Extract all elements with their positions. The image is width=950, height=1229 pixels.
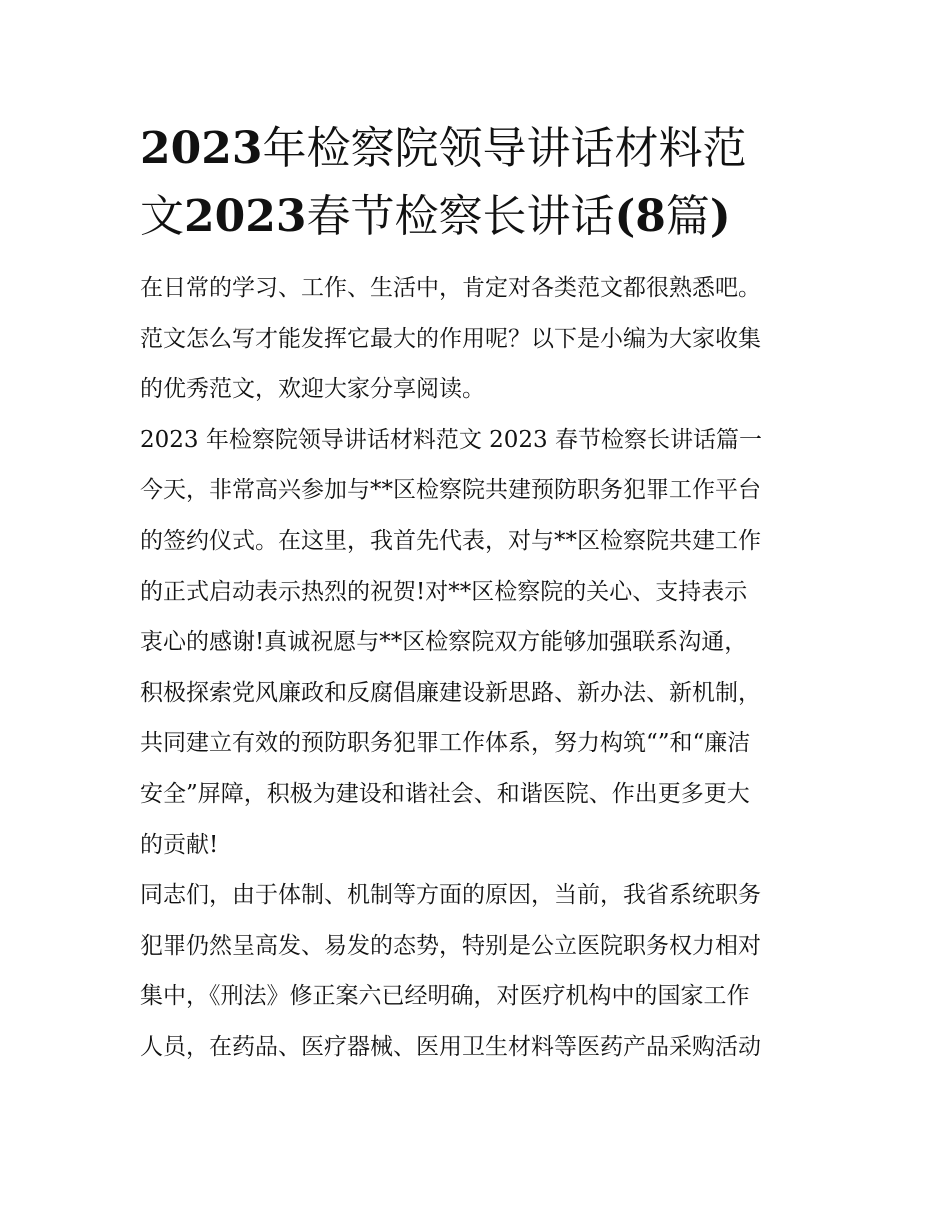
document-body <box>140 263 812 1073</box>
title-year: 2023 <box>140 123 263 174</box>
text-line: 犯罪仍然呈高发、易发的态势，特别是公立医院职务权力相对 <box>140 932 761 959</box>
text-line: 的优秀范文，欢迎大家分享阅读。 <box>140 376 485 403</box>
text-line: 共同建立有效的预防职务犯罪工作体系，努力构筑“”和“廉洁 <box>140 730 751 757</box>
text-line: 同志们，由于体制、机制等方面的原因，当前，我省系统职务 <box>140 882 761 909</box>
text-line: 在日常的学习、工作、生活中，肯定对各类范文都很熟悉吧。 <box>140 275 761 301</box>
document-title <box>140 115 812 251</box>
section-heading: 2023 年检察院领导讲话材料范文 2023 春节检察长讲话篇一 <box>140 426 762 453</box>
text-line: 人员，在药品、医疗器械、医用卫生材料等医药产品采购活动 <box>140 1033 761 1060</box>
text-line: 的正式启动表示热烈的祝贺!对**区检察院的关心、支持表示 <box>140 578 748 605</box>
title-text: 篇 <box>665 191 710 242</box>
title-count: (8 <box>614 191 666 242</box>
text-line: 的贡献! <box>140 831 219 858</box>
title-year: 2023 <box>184 191 307 242</box>
text-line: 衷心的感谢!真诚祝愿与**区检察院双方能够加强联系沟通， <box>140 629 748 656</box>
text-line: 范文怎么写才能发挥它最大的作用呢？以下是小编为大家收集 <box>140 325 761 352</box>
text-line: 集中，《刑法》修正案六已经明确，对医疗机构中的国家工作 <box>140 983 750 1010</box>
title-line-2 <box>140 183 812 251</box>
document-content <box>140 115 812 1073</box>
text-line: 安全”屏障，积极为建设和谐社会、和谐医院、作出更多更大 <box>140 780 750 807</box>
text-line: 积极探索党风廉政和反腐倡廉建设新思路、新办法、新机制， <box>140 679 761 706</box>
title-line-1 <box>140 115 812 183</box>
title-text: 春节检察长讲话 <box>306 191 615 242</box>
text-line: 今天，非常高兴参加与**区检察院共建预防职务犯罪工作平台 <box>140 477 761 504</box>
title-text: 年检察院领导讲话材料范 <box>262 123 747 174</box>
text-line: 的签约仪式。在这里，我首先代表，对与**区检察院共建工作 <box>140 527 761 554</box>
title-text: 文 <box>140 191 184 242</box>
title-paren: ) <box>709 191 731 242</box>
